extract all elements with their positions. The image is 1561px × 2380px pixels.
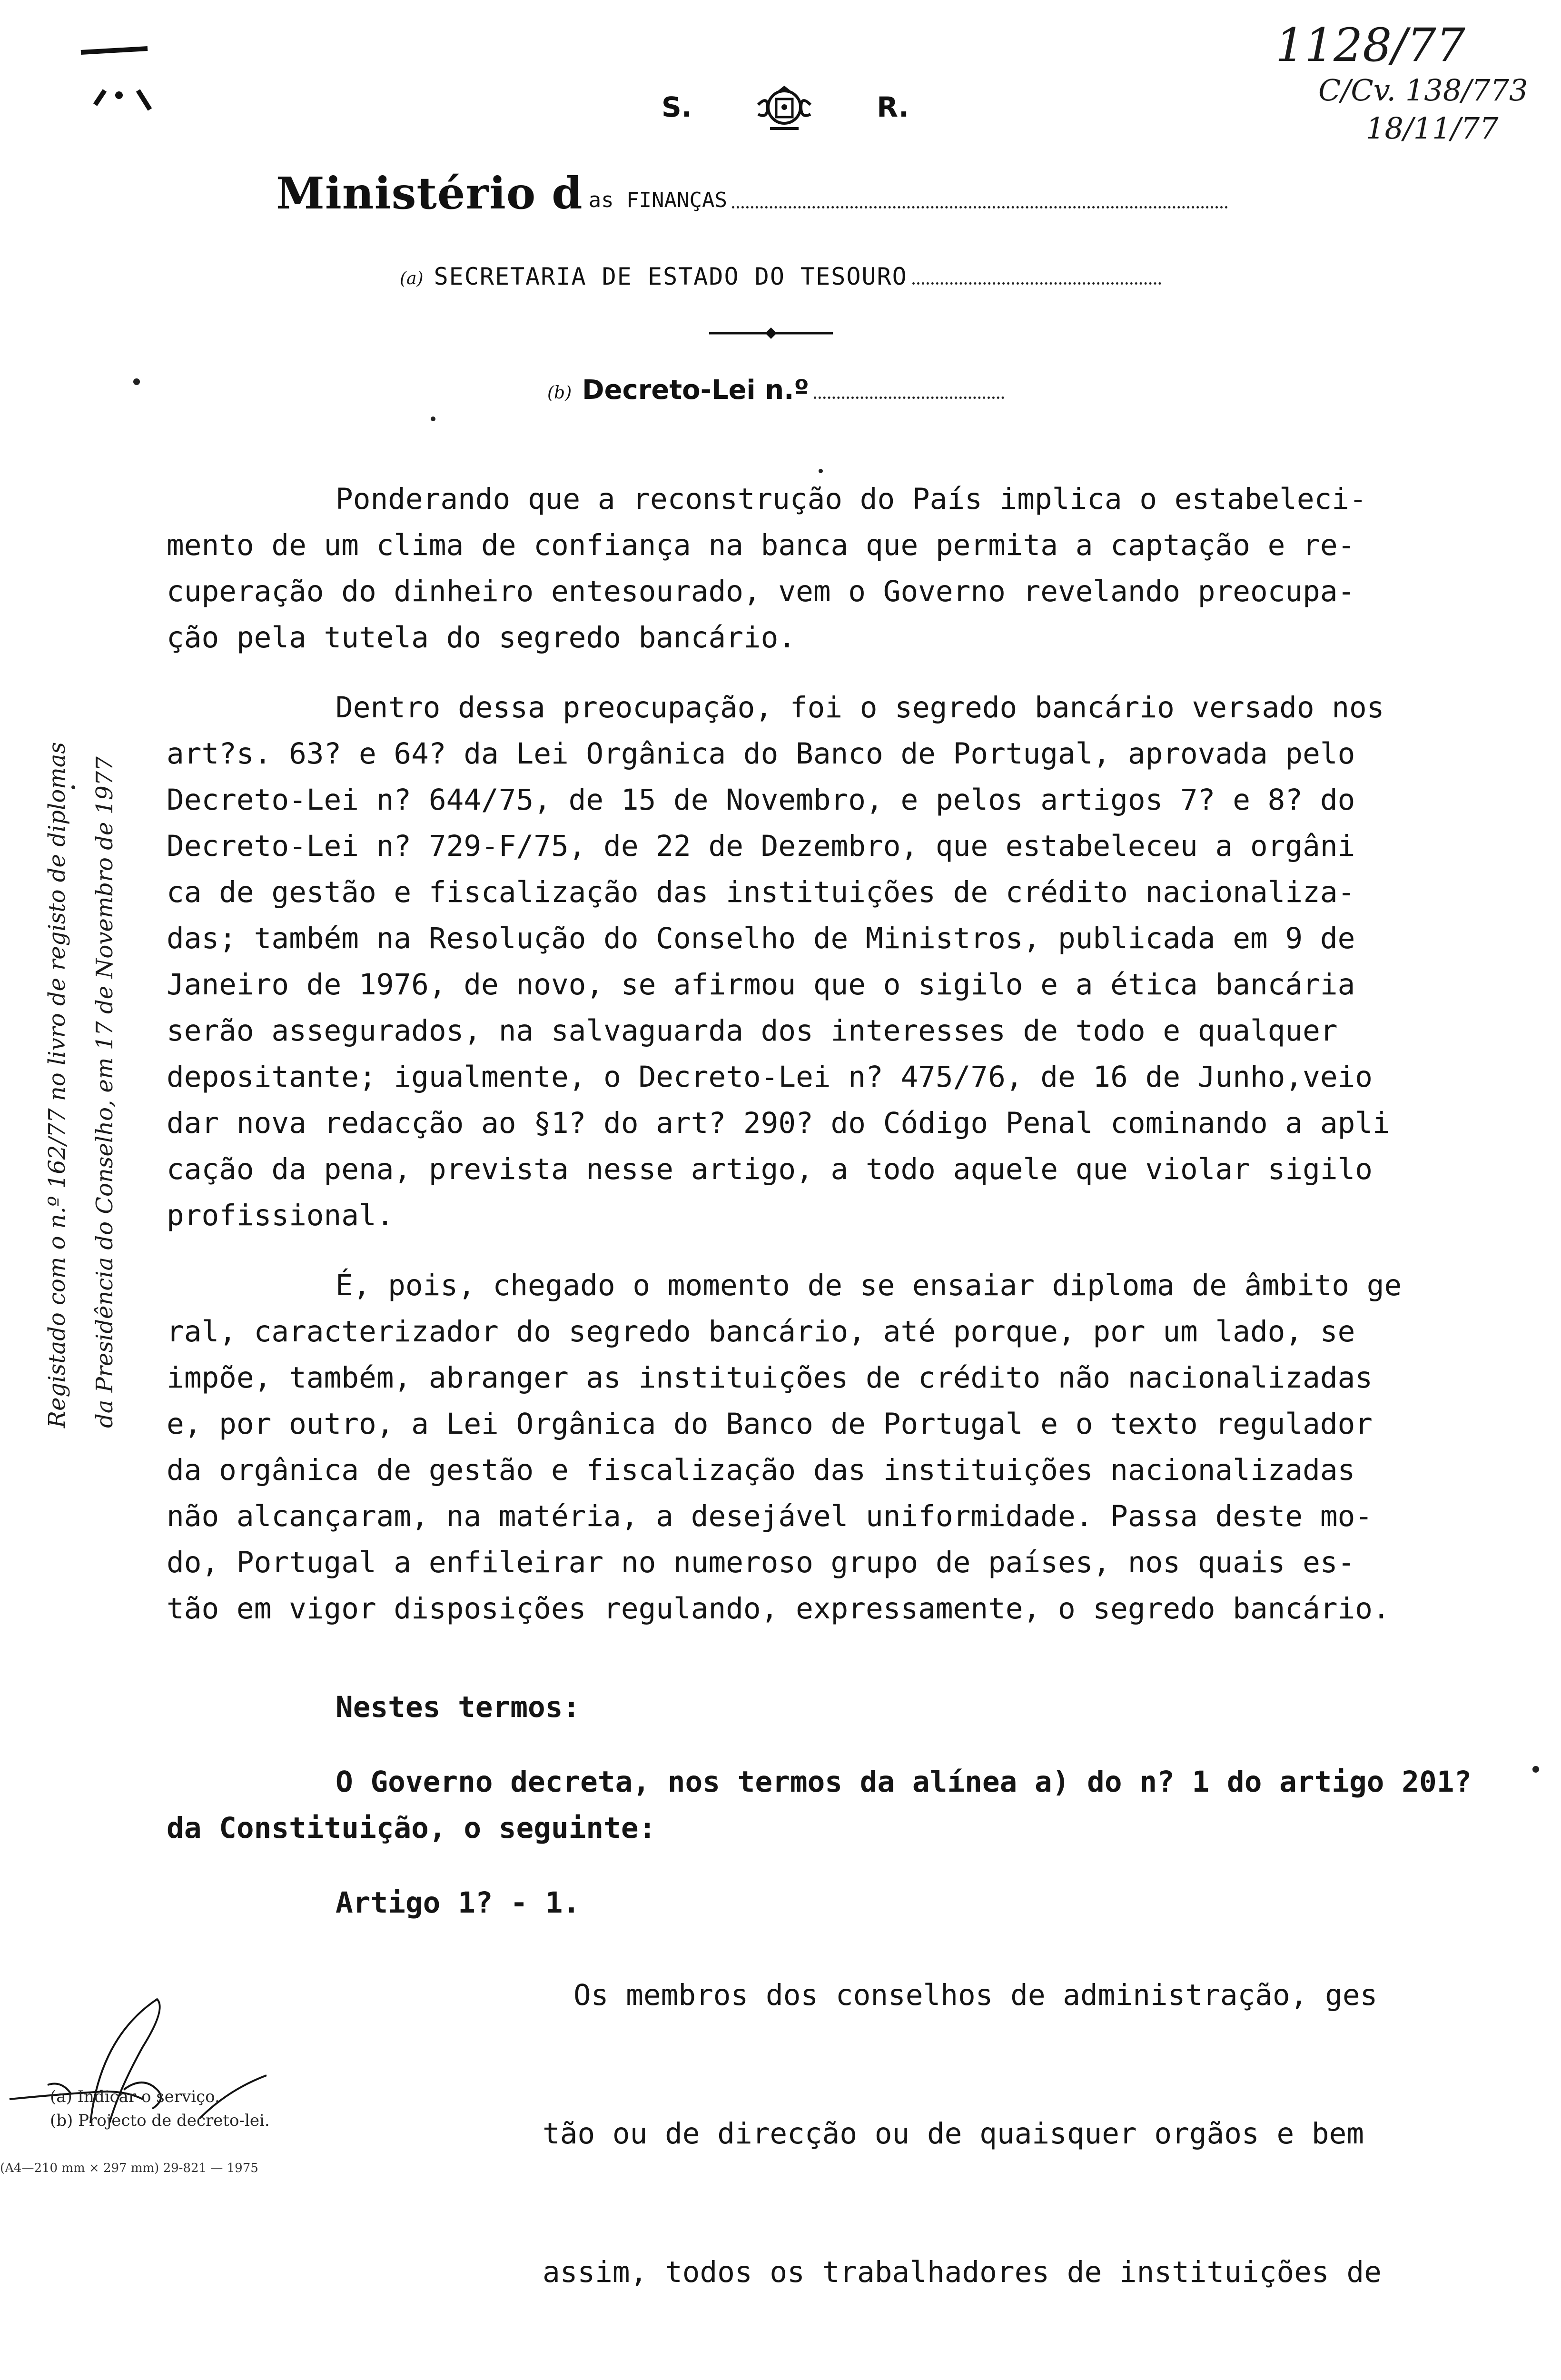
footnote-b: (b) Projecto de decreto-lei. xyxy=(50,2111,270,2130)
text-line: depositante; igualmente, o Decreto-Lei n? 475/76, de 16 de Junho,veio xyxy=(167,1060,1373,1094)
text-line: das; também na Resolução do Conselho de Ministros, publicada em 9 de xyxy=(167,922,1355,955)
text-line: tão em vigor disposições regulando, expressamente, o segredo bancário. xyxy=(167,1592,1390,1626)
ministry-line xyxy=(276,152,1228,219)
text-line: Decreto-Lei n? 644/75, de 15 de Novembro, e pelos artigos 7? e 8? do xyxy=(167,783,1355,817)
nestes-termos: Nestes termos: xyxy=(336,1690,581,1724)
decree-body xyxy=(167,476,1513,2289)
decreto-marker: (b) xyxy=(547,383,572,403)
dotted-fill-line xyxy=(912,282,1161,285)
decreto-line xyxy=(547,362,1004,409)
handwritten-circular-reference: C/Cv. 138/773 xyxy=(1318,73,1528,108)
letterhead-r: R. xyxy=(877,91,909,123)
coat-of-arms-icon xyxy=(749,76,820,138)
text-line: 201? da Constituição, o seguinte: xyxy=(167,1765,1472,1845)
registration-line-2: da Presidência do Conselho, em 17 de Novembro de 1977 xyxy=(91,756,118,1428)
decreto-label: Decreto-Lei n.º xyxy=(582,375,809,406)
text-line: Os membros dos conselhos de administração, ges xyxy=(573,1978,1378,2012)
ministry-name: as FINANÇAS xyxy=(588,188,727,212)
text-line: Decreto-Lei n? 729-F/75, de 22 de Dezembro, que estabeleceu a orgâni xyxy=(167,829,1355,863)
paragraph-history xyxy=(167,684,1513,1239)
enacting-clause xyxy=(167,1759,1513,1851)
text-line: do, Portugal a enfileirar no numeroso grupo de países, nos quais es- xyxy=(167,1546,1355,1579)
text-line: profissional. xyxy=(167,1199,394,1232)
speck xyxy=(431,416,435,421)
text-line: dar nova redacção ao §1? do art? 290? do Código Penal cominando a apli xyxy=(167,1106,1390,1140)
secretaria-marker: (a) xyxy=(400,269,424,288)
text-line: cação da pena, prevista nesse artigo, a todo aquele que violar sigilo xyxy=(167,1152,1373,1186)
footnote-a: (a) Indicar o serviço. xyxy=(50,2087,220,2106)
text-line: tão ou de direcção ou de quaisquer orgãos e bem xyxy=(543,2117,1364,2151)
registration-line-1: Registado com o n.º 162/77 no livro de registo de diplomas xyxy=(44,742,70,1428)
paragraph-preamble xyxy=(167,476,1513,661)
text-line: ção pela tutela do segredo bancário. xyxy=(167,621,796,654)
text-line: cuperação do dinheiro entesourado, vem o Governo revelando preocupa- xyxy=(167,575,1355,608)
text-line: não alcançaram, na matéria, a desejável uniformidade. Passa deste mo- xyxy=(167,1499,1373,1533)
text-line: Janeiro de 1976, de novo, se afirmou que o sigilo e a ética bancária xyxy=(167,968,1355,1002)
text-line: serão assegurados, na salvaguarda dos interesses de todo e qualquer xyxy=(167,1014,1338,1048)
article-1 xyxy=(167,1880,1513,2289)
letterhead xyxy=(662,71,909,143)
text-line: Dentro dessa preocupação, foi o segredo bancário versado nos xyxy=(336,691,1384,724)
form-footnotes xyxy=(50,2085,383,2132)
handwritten-date: 18/11/77 xyxy=(1366,111,1499,146)
text-line: art?s. 63? e 64? da Lei Orgânica do Banco de Portugal, aprovada pelo xyxy=(167,737,1355,771)
speck xyxy=(71,785,75,789)
dotted-fill-line xyxy=(732,206,1228,208)
speck xyxy=(1532,1766,1539,1773)
secretaria-name: SECRETARIA DE ESTADO DO TESOURO xyxy=(434,263,908,290)
print-code: (A4—210 mm × 297 mm) 29-821 — 1975 xyxy=(0,2161,258,2175)
ministry-title: Ministério d xyxy=(276,168,583,219)
margin-scribble xyxy=(38,19,162,114)
text-line: e, por outro, a Lei Orgânica do Banco de Portugal e o texto regulador xyxy=(167,1407,1373,1441)
text-line: ral, caracterizador do segredo bancário, até porque, por um lado, se xyxy=(167,1315,1355,1349)
text-line: O Governo decreta, nos termos da alínea a) do n? 1 do artigo xyxy=(336,1765,1384,1799)
dotted-fill-line xyxy=(814,397,1004,399)
text-line: assim, todos os trabalhadores de instituições de xyxy=(543,2255,1382,2289)
text-line: impõe, também, abranger as instituições de crédito não nacionalizadas xyxy=(167,1361,1373,1395)
text-line: ca de gestão e fiscalização das instituições de crédito nacionaliza- xyxy=(167,875,1355,909)
registration-margin-note xyxy=(33,476,138,1428)
text-line: da orgânica de gestão e fiscalização das instituições nacionalizadas xyxy=(167,1453,1355,1487)
secretaria-line xyxy=(400,252,1161,295)
text-line: mento de um clima de confiança na banca que permita a captação e re- xyxy=(167,528,1355,562)
handwritten-annotation xyxy=(1275,19,1542,171)
speck xyxy=(819,469,823,473)
paragraph-rationale xyxy=(167,1262,1513,1632)
text-line: É, pois, chegado o momento de se ensaiar diploma de âmbito ge xyxy=(336,1269,1402,1302)
letterhead-s: S. xyxy=(662,91,692,123)
handwritten-reference-number: 1128/77 xyxy=(1275,19,1465,72)
speck xyxy=(133,378,140,385)
ornamental-divider xyxy=(700,324,842,343)
article-text xyxy=(543,1880,1389,2380)
text-line: Ponderando que a reconstrução do País implica o estabeleci- xyxy=(336,482,1367,516)
article-label: Artigo 1? - 1. xyxy=(336,1886,581,1920)
